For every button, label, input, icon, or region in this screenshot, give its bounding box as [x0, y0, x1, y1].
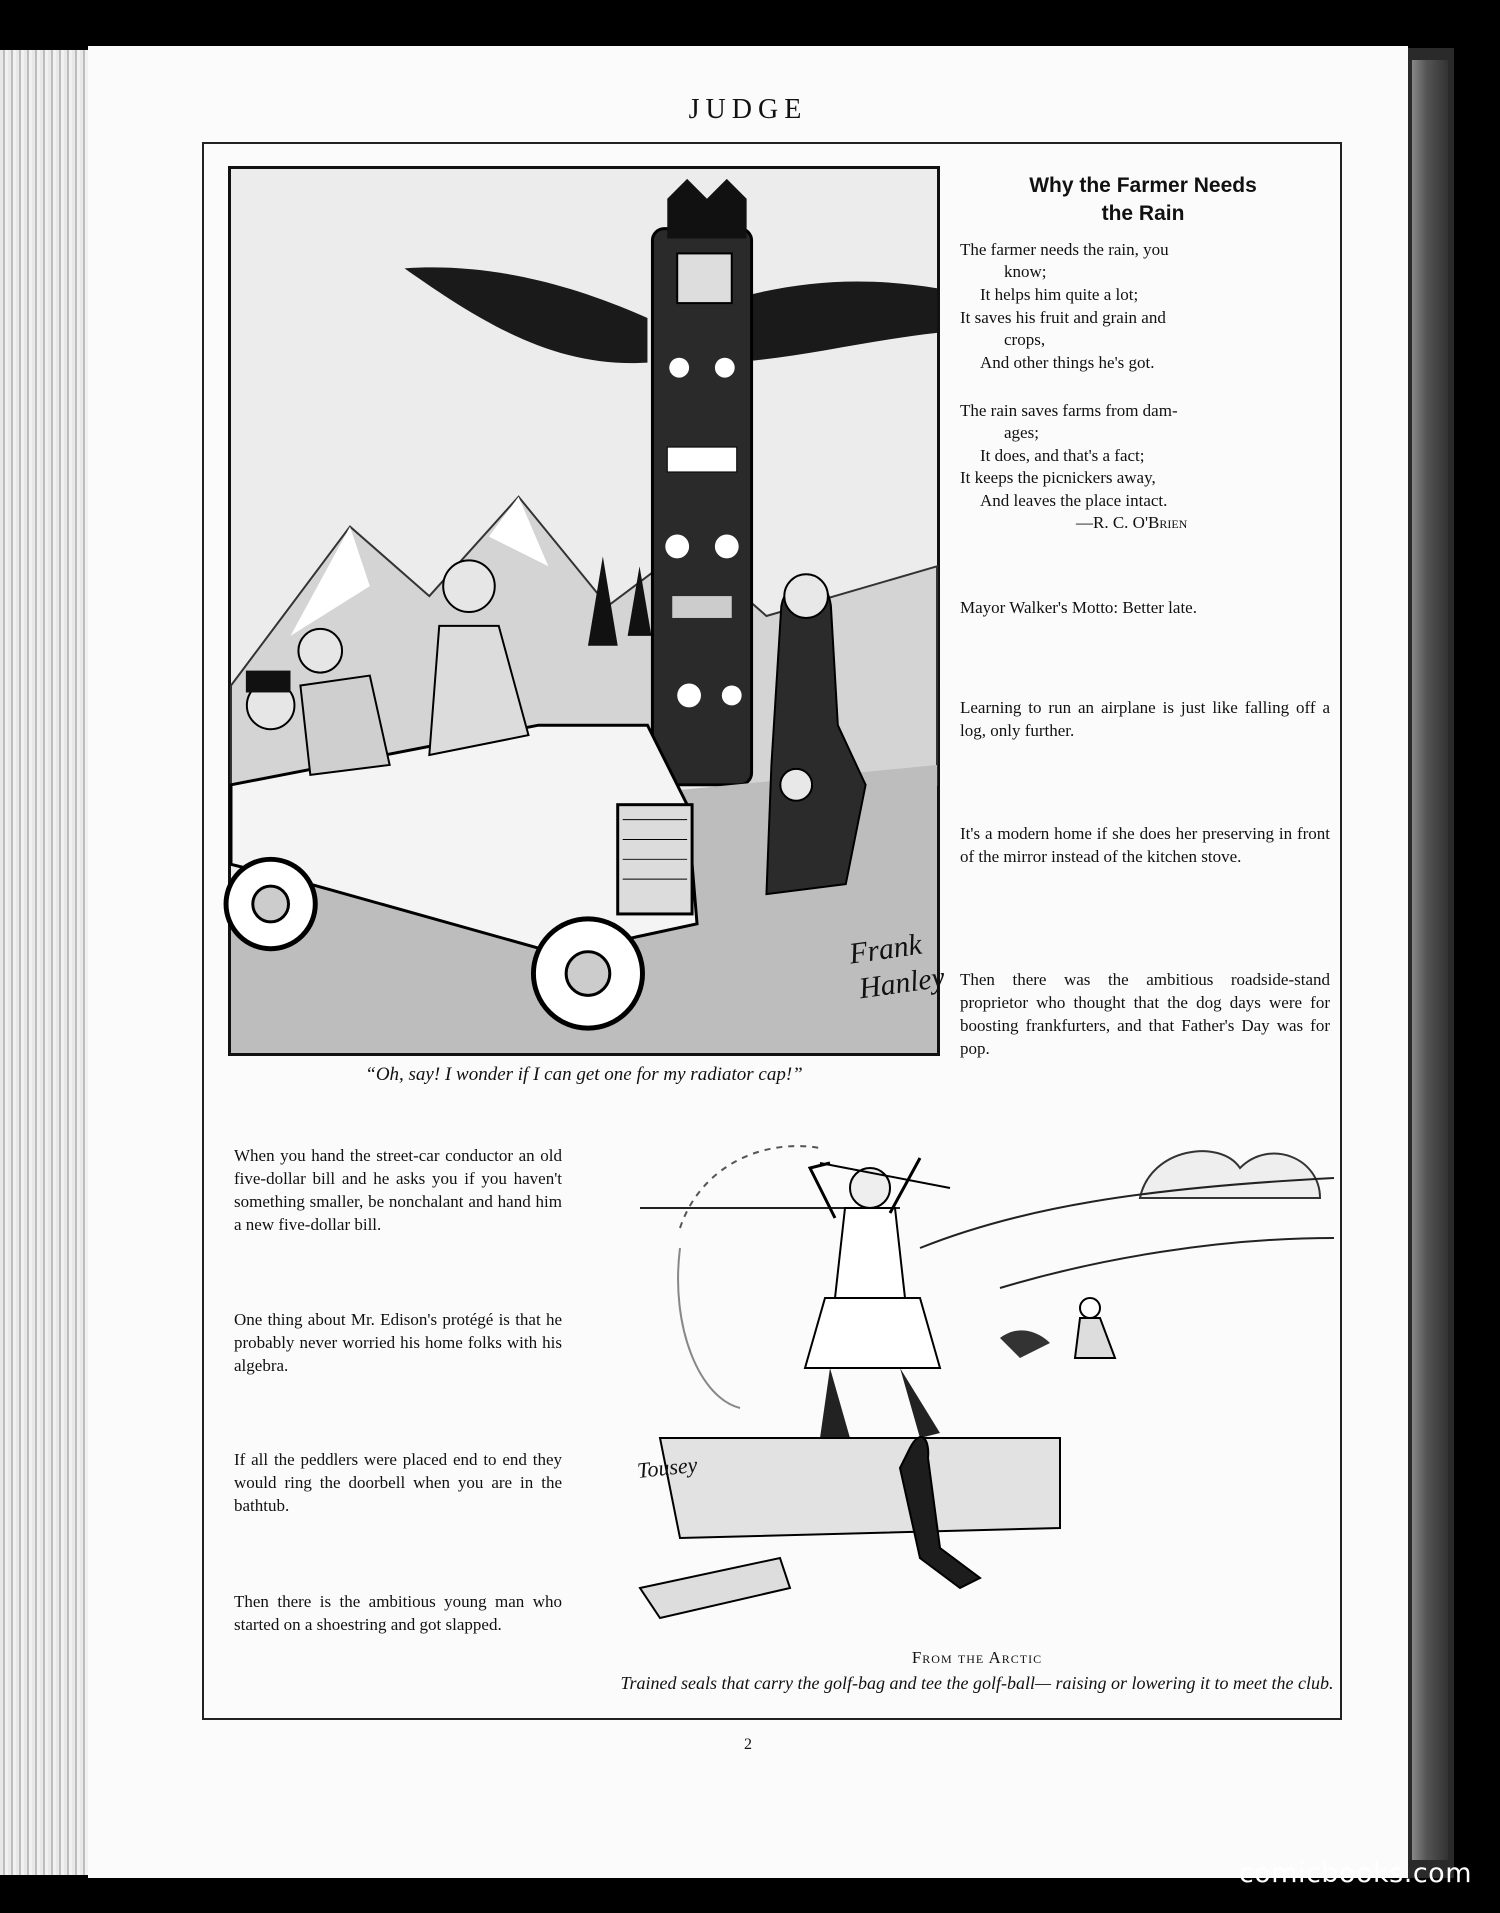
joke-roadside-stand: Then there was the ambitious roadside-stand proprietor who thought that the dog days were for boosting frankfurters, and that Father's Day was for pop. — [960, 970, 1330, 1058]
content-frame — [202, 142, 1342, 1720]
masthead: JUDGE — [688, 94, 808, 125]
joke-modern-home: It's a modern home if she does her preserving in front of the mirror instead of the kitchen stove. — [960, 824, 1330, 866]
joke-shoestring: Then there is the ambitious young man who started on a shoestring and got slapped. — [234, 1592, 562, 1634]
poem-line: It keeps the picnickers away, — [960, 468, 1156, 487]
page-number: 2 — [744, 1736, 752, 1753]
poem-line: crops, — [1004, 330, 1046, 349]
joke-edison: One thing about Mr. Edison's protégé is that he probably never worried his home folks with his algebra. — [234, 1310, 562, 1375]
joke-peddlers: If all the peddlers were placed end to end they would ring the doorbell when you are in the bathtub. — [234, 1450, 562, 1515]
book-page-edges-left — [0, 50, 92, 1875]
poem-line: ages; — [1004, 423, 1039, 442]
watermark: comicbooks.com — [1238, 1858, 1472, 1889]
poem-line: It does, and that's a fact; — [980, 446, 1145, 465]
svg-text:Tousey: Tousey — [635, 1451, 699, 1483]
poem-author: —R. C. O'Brien — [1076, 513, 1188, 532]
magazine-page — [88, 46, 1408, 1878]
svg-text:Hanley: Hanley — [857, 960, 947, 1006]
poem-title — [956, 172, 1330, 228]
book-page-edges-right — [1412, 60, 1448, 1860]
poem-title-line2: the Rain — [1101, 202, 1185, 225]
poem-line: And other things he's got. — [980, 353, 1155, 372]
poem-line: It helps him quite a lot; — [980, 285, 1139, 304]
poem-line: It saves his fruit and grain and — [960, 308, 1166, 327]
poem-line: The rain saves farms from dam- — [960, 401, 1178, 420]
bottom-cartoon-title: From the Arctic — [911, 1648, 1043, 1667]
bottom-cartoon-caption: Trained seals that carry the golf-bag and tee the golf-ball— raising or lowering it to meet the club. — [620, 1673, 1334, 1693]
svg-text:Frank: Frank — [847, 927, 924, 971]
poem-line: The farmer needs the rain, you — [960, 240, 1169, 259]
golfer-seal-cartoon-icon — [620, 1108, 1334, 1638]
poem-title-line1: Why the Farmer Needs — [1029, 174, 1257, 197]
joke-five-dollar-bill: When you hand the street-car conductor an old five-dollar bill and he asks you if you haven't something smaller, be nonchalant and hand him a new five-dollar bill. — [234, 1146, 562, 1234]
poem-line: know; — [1004, 262, 1047, 281]
totem-pole-car-cartoon-icon — [228, 166, 947, 1056]
top-cartoon-caption: “Oh, say! I wonder if I can get one for my radiator cap!” — [365, 1064, 803, 1085]
poem-line: And leaves the place intact. — [980, 491, 1168, 510]
joke-mayor-walker: Mayor Walker's Motto: Better late. — [960, 598, 1197, 617]
joke-airplane: Learning to run an airplane is just like falling off a log, only further. — [960, 698, 1330, 740]
